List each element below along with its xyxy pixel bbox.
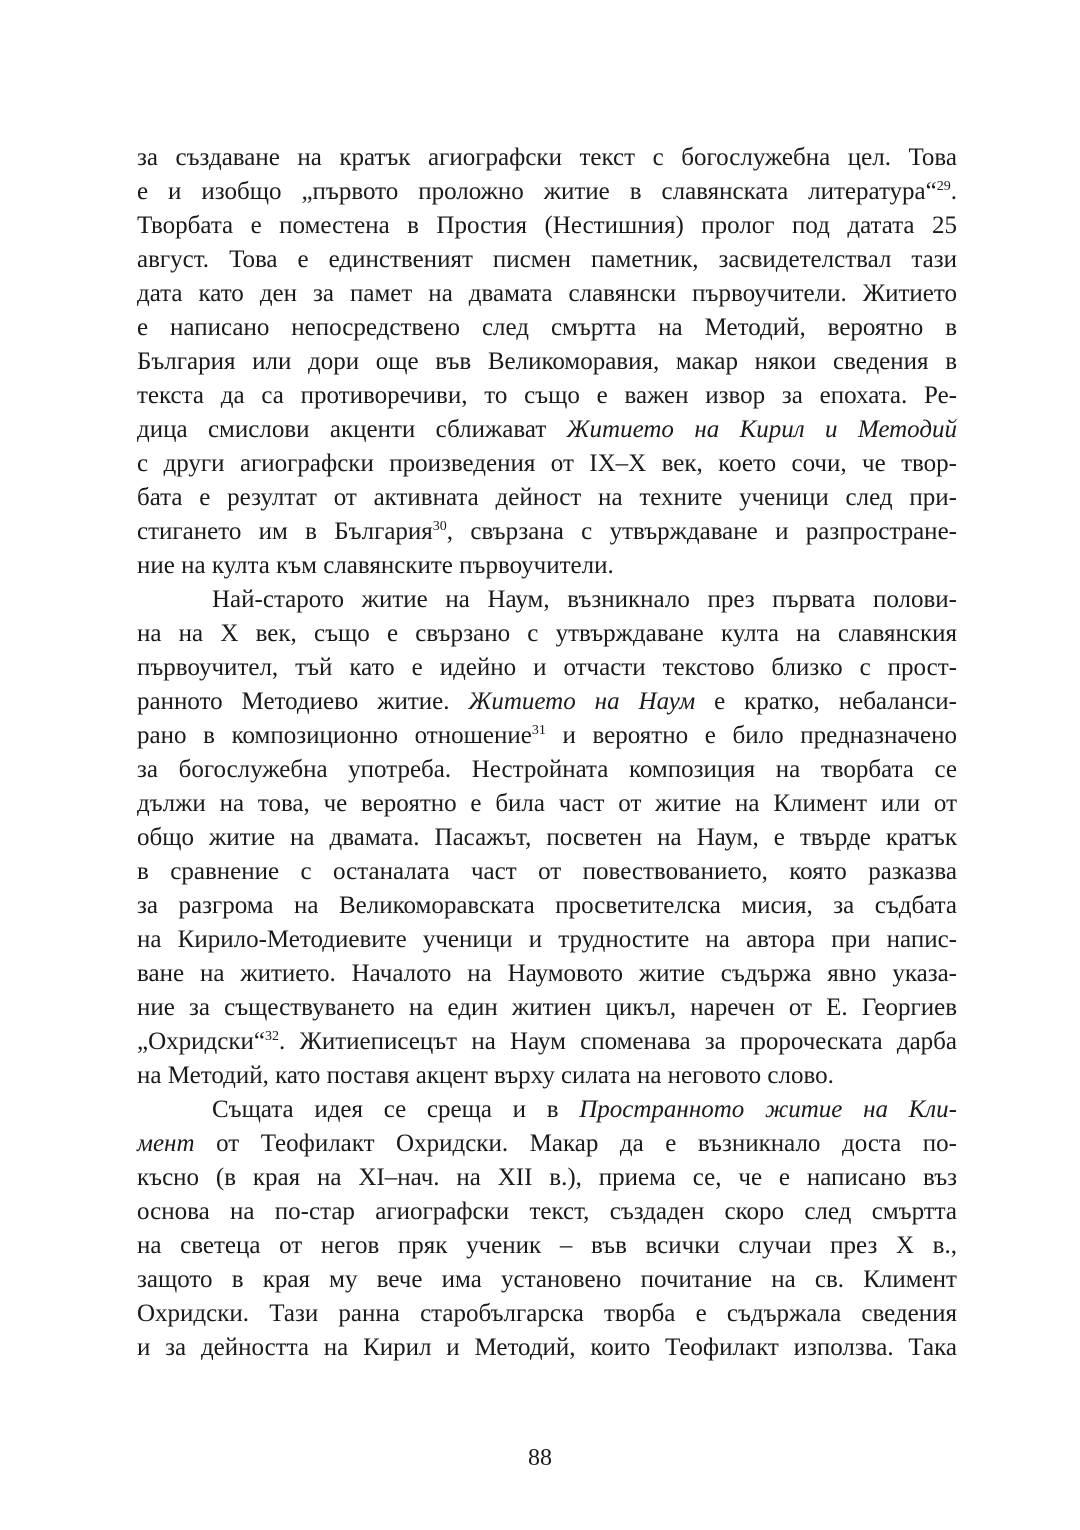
text-segment: на светеца от негов пряк ученик – във всички случаи през X в., [137,1232,957,1259]
text-segment: България или дори още във Великоморавия, макар някои сведения в [137,348,957,375]
text-line [137,787,957,821]
text-segment: Охридски. Тази ранна старобългарска творба е съдържала сведения [137,1300,957,1327]
paragraph [137,583,957,1093]
paragraph [137,1093,957,1365]
text-segment: , свързана с утвърждаване и разпростране- [446,518,957,545]
text-segment: Най-старото житие на Наум, възникнало през първата полови- [212,586,957,613]
text-segment: . Житиеписецът на Наум споменава за пророческата дарба [278,1028,957,1055]
text-line [137,957,957,991]
text-segment: за създаване на кратък агиографски текст с богослужебна цел. Това [137,144,957,171]
text-line [137,481,957,515]
text-line [137,515,957,549]
text-segment: ранното Методиево житие. [137,688,469,715]
text-line [137,1297,957,1331]
text-line [137,1229,957,1263]
text-segment: е и изобщо „първото проложно житие в славянската литература“ [137,178,937,205]
text-line [137,243,957,277]
text-segment: е кратко, небаланси- [695,688,957,715]
text-line [137,889,957,923]
text-segment: от Теофилакт Охридски. Макар да е възникнало доста по- [194,1130,957,1157]
text-line [137,1331,957,1365]
text-segment: на Методий, като поставя акцент върху силата на неговото слово. [137,1062,834,1089]
text-line [137,413,957,447]
text-line [137,1059,957,1093]
text-segment: е написано непосредствено след смъртта на Методий, вероятно в [137,314,957,341]
text-segment: и за дейността на Кирил и Методий, които Теофилакт използва. Така [137,1334,957,1361]
text-line [137,617,957,651]
text-line [137,379,957,413]
text-line [137,1263,957,1297]
text-line [137,821,957,855]
text-segment: бата е резултат от активната дейност на техните ученици след при- [137,484,957,511]
text-line [137,549,957,583]
text-segment: за разгрома на Великоморавската просветителска мисия, за съдбата [137,892,957,919]
text-line [137,1025,957,1059]
text-line [137,277,957,311]
text-segment: дата като ден за памет на двамата славянски първоучители. Житието [137,280,957,307]
text-line [137,685,957,719]
text-line [137,175,957,209]
text-segment: ване на житието. Началото на Наумовото житие съдържа явно указа- [137,960,957,987]
text-line [137,447,957,481]
text-line [137,583,957,617]
page-number: 88 [528,1445,552,1471]
text-line [137,1127,957,1161]
footnote-reference: 32 [264,1029,279,1044]
text-segment: и вероятно е било предназначено [545,722,957,749]
text-line [137,719,957,753]
footnote-reference: 29 [936,179,951,194]
paragraph [137,141,957,583]
text-line [137,311,957,345]
text-segment: стигането им в България [137,518,433,545]
text-segment: август. Това е единственият писмен паметник, засвидетелствал тази [137,246,957,273]
text-segment: . [950,178,957,205]
text-segment: късно (в края на XI–нач. на XII в.), приема се, че е написано въз [137,1164,957,1191]
text-line [137,1195,957,1229]
italic-title: Пространното житие на Кли- [579,1096,958,1123]
footnote-reference: 30 [432,519,447,534]
body-text [137,141,957,1365]
text-line [137,345,957,379]
text-segment: за богослужебна употреба. Нестройната композиция на творбата се [137,756,957,783]
text-line [137,651,957,685]
text-segment: на Кирило-Методиевите ученици и трудностите на автора при напис- [137,926,957,953]
text-segment: защото в края му вече има установено почитание на св. Климент [137,1266,957,1293]
text-segment: Творбата е поместена в Простия (Нестишния) пролог под датата 25 [137,212,957,239]
text-segment: на на X век, също е свързано с утвърждаване култа на славянския [137,620,957,647]
text-line [137,923,957,957]
italic-title: мент [137,1130,195,1157]
text-segment: Същата идея се среща и в [212,1096,580,1123]
text-line [137,209,957,243]
footnote-reference: 31 [531,723,546,738]
text-segment: дица смислови акценти сближават [137,416,567,443]
text-line [137,991,957,1025]
text-segment: общо житие на двамата. Пасажът, посветен на Наум, е твърде кратък [137,824,957,851]
text-segment: текста да са противоречиви, то също е важен извор за епохата. Ре- [137,382,957,409]
text-segment: първоучител, тъй като е идейно и отчасти текстово близко с прост- [137,654,957,681]
text-line [137,1161,957,1195]
text-segment: „Охридски“ [137,1028,265,1055]
text-segment: ние за съществуването на един житиен цикъл, наречен от Е. Георгиев [137,994,957,1021]
text-line [137,753,957,787]
text-segment: в сравнение с останалата част от повествованието, която разказва [137,858,957,885]
text-segment: основа на по-стар агиографски текст, създаден скоро след смъртта [137,1198,957,1225]
text-line [137,141,957,175]
italic-title: Житието на Кирил и Методий [566,416,957,443]
text-segment: рано в композиционно отношение [137,722,532,749]
text-segment: ние на култа към славянските първоучители. [137,552,614,579]
text-line [137,855,957,889]
text-line [137,1093,957,1127]
italic-title: Житието на Наум [468,688,696,715]
text-segment: с други агиографски произведения от IX–X век, което сочи, че твор- [137,450,957,477]
text-segment: дължи на това, че вероятно е била част от житие на Климент или от [137,790,957,817]
